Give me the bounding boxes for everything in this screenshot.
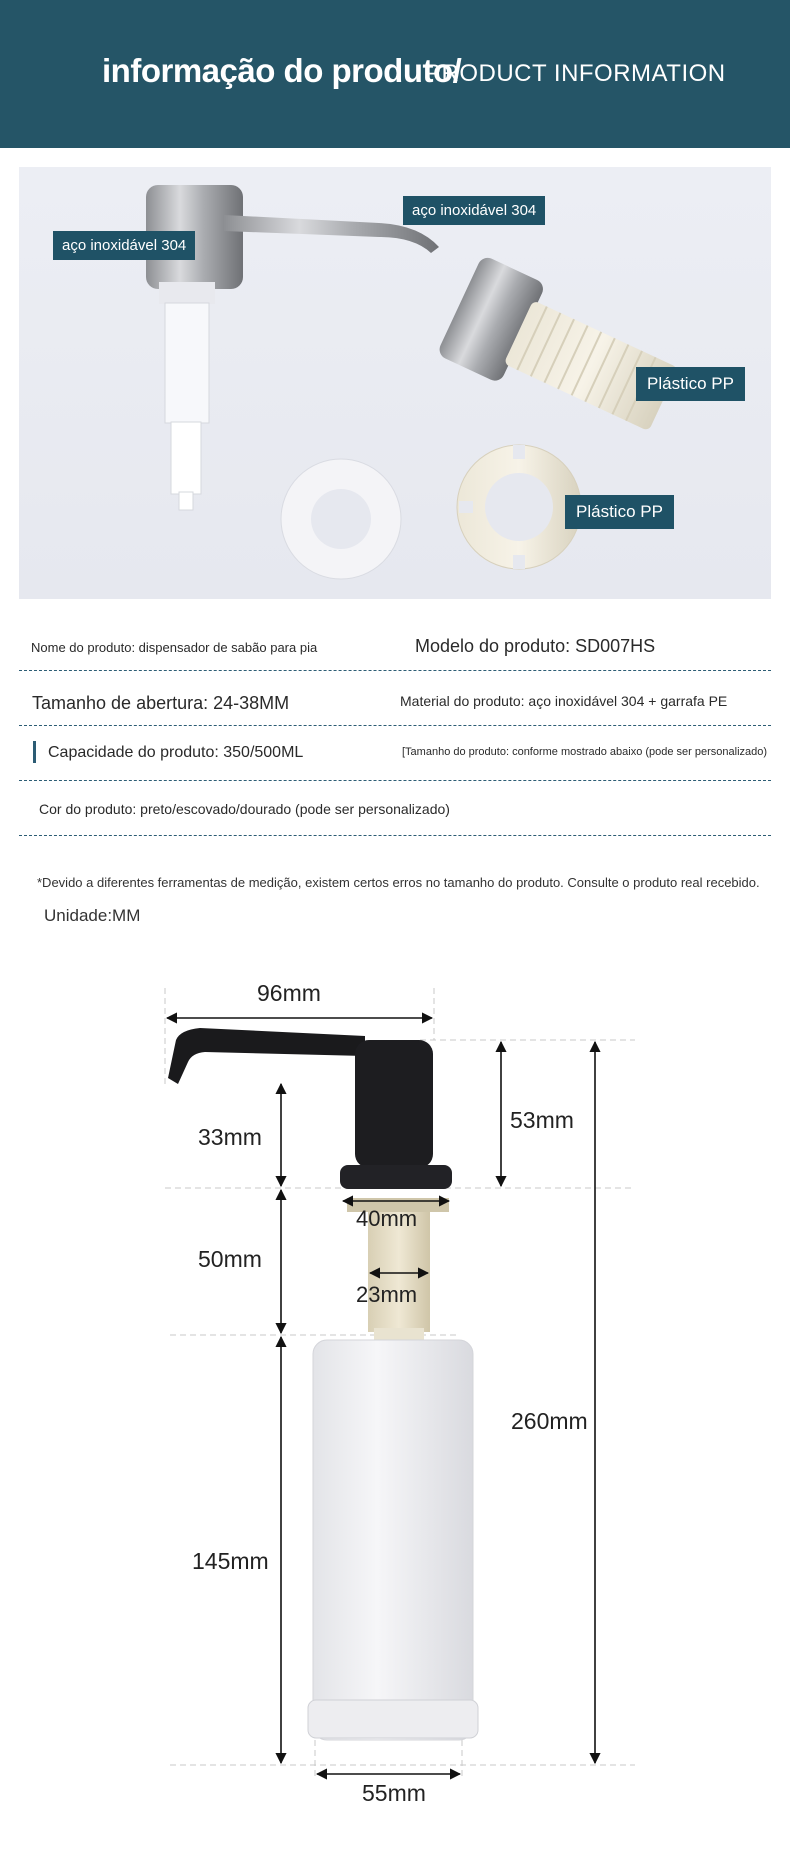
spec-row-4 <box>19 781 771 836</box>
dim-pump-height: 53mm <box>510 1107 574 1133</box>
flange-shank <box>436 255 686 450</box>
rubber-washer <box>281 459 401 579</box>
dim-shank-height: 50mm <box>198 1246 262 1272</box>
dimension-drawing <box>0 960 790 1840</box>
product-parts-photo <box>19 167 771 599</box>
spec-material: Material do produto: aço inoxidável 304 + garrafa PE <box>400 693 728 709</box>
tag-plastic-top: Plástico PP <box>636 367 745 401</box>
spec-row-2 <box>19 671 771 726</box>
spec-capacity: Capacidade do produto: 350/500ML <box>48 744 304 761</box>
spec-row-1 <box>19 618 771 671</box>
tag-plastic-bottom: Plástico PP <box>565 495 674 529</box>
spec-row-3 <box>19 726 771 781</box>
dim-spout-width: 96mm <box>257 980 321 1006</box>
plastic-nut <box>457 445 581 569</box>
header-title-pt: informação do produto/ <box>102 52 462 89</box>
dim-flange: 40mm <box>356 1206 418 1231</box>
dim-bottle-height: 145mm <box>192 1548 269 1574</box>
tag-steel-right: aço inoxidável 304 <box>403 196 545 225</box>
header-banner <box>0 0 790 148</box>
dim-head-height: 33mm <box>198 1124 262 1150</box>
tag-steel-left: aço inoxidável 304 <box>53 231 195 260</box>
dim-total-height: 260mm <box>511 1408 588 1434</box>
row-marker-bar <box>33 741 36 763</box>
spec-model: Modelo do produto: SD007HS <box>415 636 656 656</box>
dim-bottle-diameter: 55mm <box>362 1780 426 1806</box>
measurement-note: *Devido a diferentes ferramentas de medição, existem certos erros no tamanho do produto. Consulte o produto real recebido. <box>37 875 760 890</box>
dim-shank-diameter: 23mm <box>356 1282 418 1307</box>
spec-product-name: Nome do produto: dispensador de sabão para pia <box>31 640 318 655</box>
header-title-en: PRODUCT INFORMATION <box>425 60 726 87</box>
unit-label: Unidade:MM <box>44 906 141 925</box>
spec-opening-size: Tamanho de abertura: 24-38MM <box>32 693 290 713</box>
spec-size-note: [Tamanho do produto: conforme mostrado abaixo (pode ser personalizado) <box>402 746 768 758</box>
spec-color: Cor do produto: preto/escovado/dourado (pode ser personalizado) <box>39 801 450 817</box>
